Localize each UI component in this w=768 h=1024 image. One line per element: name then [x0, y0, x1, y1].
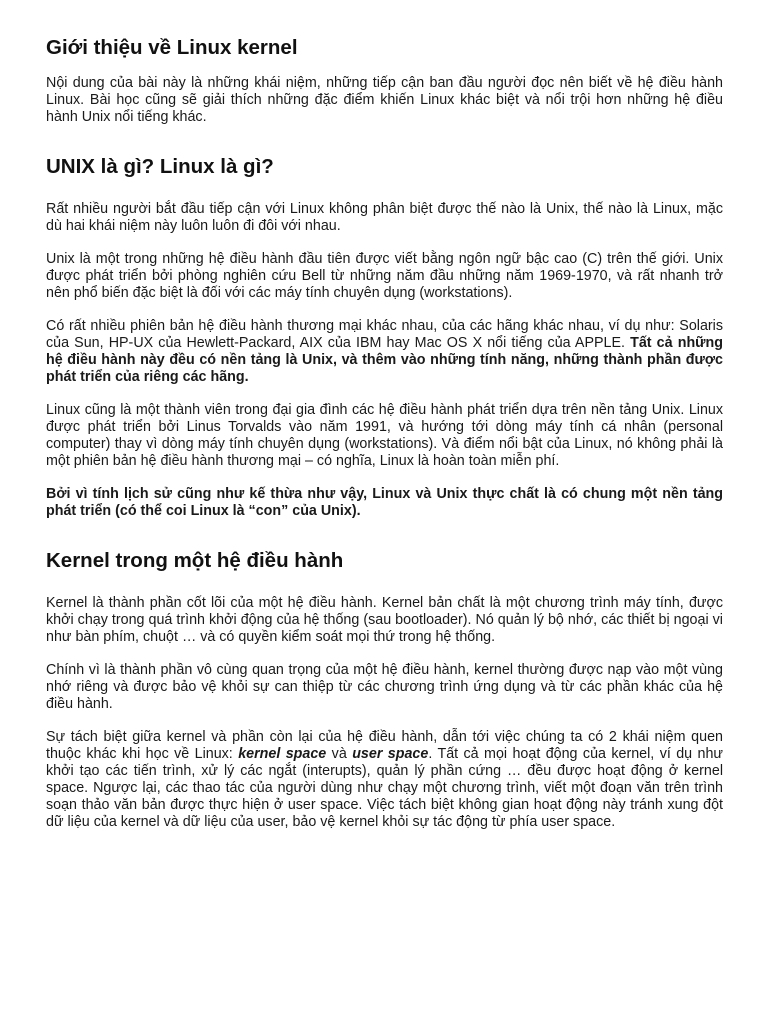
unix-paragraph-1: Rất nhiều người bắt đầu tiếp cận với Linux không phân biệt được thế nào là Unix, thế nào là Linux, mặc dù hai khái niệm này luôn luôn đi đôi với nhau.: [46, 201, 723, 234]
kernel-paragraph-3-text-b: và: [326, 746, 353, 762]
section-heading-kernel: Kernel trong một hệ điều hành: [46, 549, 344, 572]
unix-paragraph-5: [46, 486, 723, 520]
unix-paragraph-3: [46, 318, 723, 386]
kernel-space-term: kernel space: [238, 746, 327, 762]
intro-paragraph: Nội dung của bài này là những khái niệm, những tiếp cận ban đầu người đọc nên biết về hệ điều hành Linux. Bài học cũng sẽ giải thích những đặc điểm khiến Linux khác biệt và nổi trội hơn những hệ điều hành Unix nổi tiếng khác.: [46, 75, 723, 125]
unix-paragraph-5-bold: Bởi vì tính lịch sử cũng như kế thừa như vậy, Linux và Unix thực chất là có chung một nền tảng phát triển (có thể coi Linux là “con” của Unix).: [46, 486, 723, 519]
kernel-paragraph-1: Kernel là thành phần cốt lõi của một hệ điều hành. Kernel bản chất là một chương trình máy tính, được khởi chạy trong quá trình khởi động của hệ thống (sau bootloader). Nó quản lý bộ nhớ, các thiết bị ngoại vi như bàn phím, chuột … và có quyền kiểm soát mọi thứ trong hệ thống.: [46, 595, 723, 645]
kernel-paragraph-3-text-c: . Tất cả mọi hoạt động của kernel, ví dụ như khởi tạo các tiến trình, xử lý các ngắt (interupts), quản lý phần cứng … đều được hoạt động ở kernel space. Ngược lại, các thao tác của người dùng như chạy một chương trình, viết một đoạn văn trên trình soạn thảo văn bản được thực hiện ở user space. Việc tách biệt không gian hoạt động này tránh xung đột dữ liệu của kernel và dữ liệu của user, bảo vệ kernel khỏi sự tác động từ phía user space.: [46, 746, 723, 830]
kernel-paragraph-2: Chính vì là thành phần vô cùng quan trọng của một hệ điều hành, kernel thường được nạp vào một vùng nhớ riêng và được bảo vệ khỏi sự can thiệp từ các chương trình ứng dụng và từ các phần khác của hệ điều hành.: [46, 662, 723, 712]
document-title: Giới thiệu về Linux kernel: [46, 36, 298, 59]
unix-paragraph-3-bold: Tất cả những hệ điều hành này đều có nền tảng là Unix, và thêm vào những tính năng, những thành phần được phát triển của riêng các hãng.: [46, 335, 723, 385]
user-space-term: user space: [352, 746, 429, 762]
section-heading-unix-linux: UNIX là gì? Linux là gì?: [46, 155, 274, 178]
unix-paragraph-3-text: Có rất nhiều phiên bản hệ điều hành thương mại khác nhau, của các hãng khác nhau, ví dụ như: Solaris của Sun, HP-UX của Hewlett-Packard, AIX của IBM hay Mac OS X nổi tiếng của APPLE.: [46, 318, 723, 351]
kernel-paragraph-3-text-a: Sự tách biệt giữa kernel và phần còn lại của hệ điều hành, dẫn tới việc chúng ta có 2 khái niệm quen thuộc khác khi học về Linux:: [46, 729, 723, 762]
kernel-paragraph-3: [46, 729, 723, 831]
unix-paragraph-4: Linux cũng là một thành viên trong đại gia đình các hệ điều hành phát triển dựa trên nền tảng Unix. Linux được phát triển bởi Linus Torvalds vào năm 1991, và hướng tới dòng máy tính cá nhân (personal computer) thay vì dòng máy tính chuyên dụng (workstations). Và điểm nổi bật của Linux, nó không phải là một phiên bản hệ điều hành thương mại – có nghĩa, Linux là hoàn toàn miễn phí.: [46, 402, 723, 469]
unix-paragraph-2: Unix là một trong những hệ điều hành đầu tiên được viết bằng ngôn ngữ bậc cao (C) trên thế giới. Unix được phát triển bởi phòng nghiên cứu Bell từ những năm đầu những năm 1969-1970, và rất nhanh trở nên phổ biến đặc biệt là đối với các máy tính chuyên dụng (workstations).: [46, 251, 723, 301]
